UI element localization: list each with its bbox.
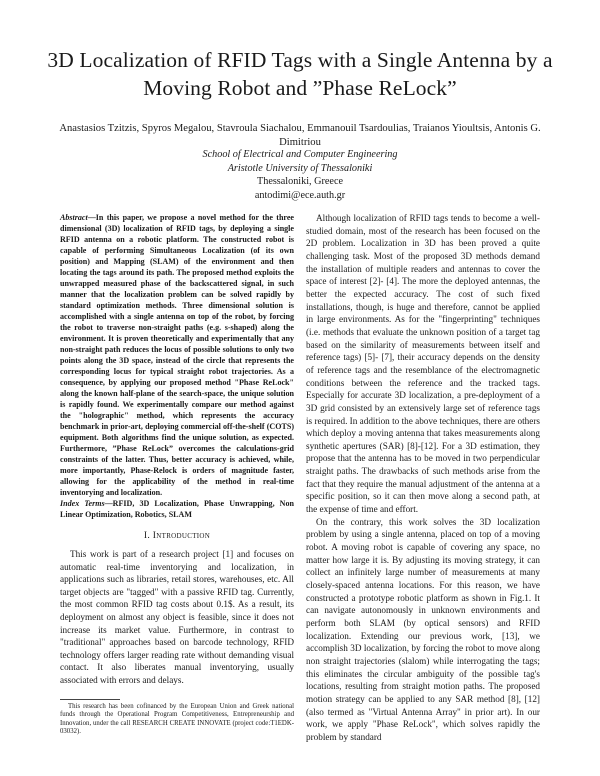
left-column [60,212,294,737]
index-terms [60,498,294,520]
introduction-paragraph: This work is part of a research project [1] and focuses on automatic real-time inventorying and localization, in applications such as libraries, retail stores, warehouses, etc. All target objects are "tagged" with a passive RFID tag. Currently, the most common RFID tag costs about 0.1$. As a result, its deployment on almost any object is feasible, since it does not increase its market value. Furthermore, in contrast to "traditional" approaches based on barcode technology, RFID technology offers larger reading rate without demanding visual contact. It also liberates manual inventorying, usually associated with errors and delays. [60,549,294,685]
author-email: antodimi@ece.auth.gr [254,189,346,201]
right-column-body [306,212,540,744]
paper-title: 3D Localization of RFID Tags with a Single Antenna by a Moving Robot and ”Phase ReLock” [47,48,553,100]
footnote-divider [60,699,120,700]
affiliation-block [60,148,540,202]
introduction-body [60,548,294,687]
index-terms-lead: Index Terms [60,499,105,508]
author-list: Anastasios Tzitzis, Spyros Megalou, Stavroula Siachalou, Emmanouil Tsardoulias, Traianos Yioultsis, Antonis G. Dimitriou [59,123,541,148]
affiliation-school: School of Electrical and Computer Engineering [202,149,398,160]
abstract [60,212,294,498]
right-column [306,212,540,744]
abstract-text: —In this paper, we propose a novel method for the three dimensional (3D) localization of RFID tags, by deploying a single RFID antenna on a robotic platform. The constructed robot is capable of performing Simultaneous Localization (of its own position) and Mapping (SLAM) of the environment and then locating the tags around its path. The proposed method exploits the unwrapped measured phase of the backscattered signal, in such manner that the localization problem can be solved rapidly by standard optimization methods. Three dimensional solution is accomplished with a single antenna on top of the robot, by forcing the robot to traverse non-straight paths (e.g. s-shaped) along the environment. It is proven theoretically and experimentally that any non-straight path reduces the locus of possible solutions to only two points along the 3D space, instead of the circle that represents the corresponding locus for typical straight robot trajectories. As a consequence, by applying our proposed method "Phase ReLock" along the known half-plane of the search-space, the unique solution is rapidly found. We experimentally compare our method against the "holographic" method, which represents the accuracy benchmark in prior-art, deploying commercial off-the-shelf (COTS) equipment. Both algorithms find the unique solution, as expected. Furthermore, ”Phase ReLock” overcomes the calculations-grid constraints of the latter. Thus, better accuracy is achieved, while, more importantly, Phase-Relock is orders of magnitude faster, allowing for the applicability of the method in real-time inventorying and localization. [60,213,294,497]
index-terms-text: —RFID, 3D Localization, Phase Unwrapping, Non Linear Optimization, Robotics, SLAM [60,499,294,519]
affiliation-university: Aristotle University of Thessaloniki [227,162,373,174]
section-heading-introduction: I. Introduction [143,530,211,541]
abstract-lead: Abstract [60,213,88,222]
affiliation-city: Thessaloniki, Greece [257,176,343,187]
funding-footnote: This research has been cofinanced by the European Union and Greek national funds through the Operational Program Competitiveness, Entrepreneurship and Innovation, under the call RESEARCH CREATE INNOVATE (project code:T1EDK-03032). [60,702,294,736]
body-paragraph-2: On the contrary, this work solves the 3D localization problem by using a single antenna, placed on top of a moving robot. A moving robot is capable of covering any space, no matter how large it is. By adjusting its moving strategy, it can collect an infinitely large number of measurements at many closely-spaced antenna locations. For this reason, we have constructed a prototype robotic platform as shown in Fig.1. It can navigate autonomously in unknown environments and perform both SLAM (by optical sensors) and RFID localization. Extending our previous work, [13], we accomplish 3D localization, by forcing the robot to move along non straight trajectories (slalom) while interrogating the tags; this eliminates the circular ambiguity of the possible tag's locations, resulting from straight motion paths. The proposed motion strategy can be applied to any SAR method [8], [12] (also termed as "Virtual Antenna Array" in prior art). In our work, we apply "Phase ReLock", which solves rapidly the problem by standard [306,516,540,742]
body-paragraph-1: Although localization of RFID tags tends to become a well-studied domain, most of the research has been focused on the 2D problem. Localization in 3D has been proved a quite challenging task. Most of the proposed 3D methods demand the installation of multiple readers and antennas to cover the space of interest [2]- [4]. The more the deployed antennas, the better the expected accuracy. The cost of such fixed installations, though, is huge and therefore, cannot be applied in large environments. As for the "fingerprinting" techniques (i.e. methods that evaluate the unknown position of a target tag based on the similarity of measurements between itself and reference tags) [5]- [7], their accuracy depends on the density of reference tags and the resemblance of the electromagnetic conditions between the reference and the tracked tags. Especially for accurate 3D localization, a pre-deployment of a 3D grid consisted by an extensively large set of reference tags is required. In addition to the above techniques, there are others which deploy a moving antenna that takes measurements along synthetic apertures (SAR) [8]-[12]. For a 3D estimation, they propose that the antenna has to be moved in two perpendicular straight paths. The drawbacks of such methods arise from the fact that they require the manual adjustment of the antenna at a specific position, so it can then move along a second path, at the expense of time and effort. [306,213,540,515]
